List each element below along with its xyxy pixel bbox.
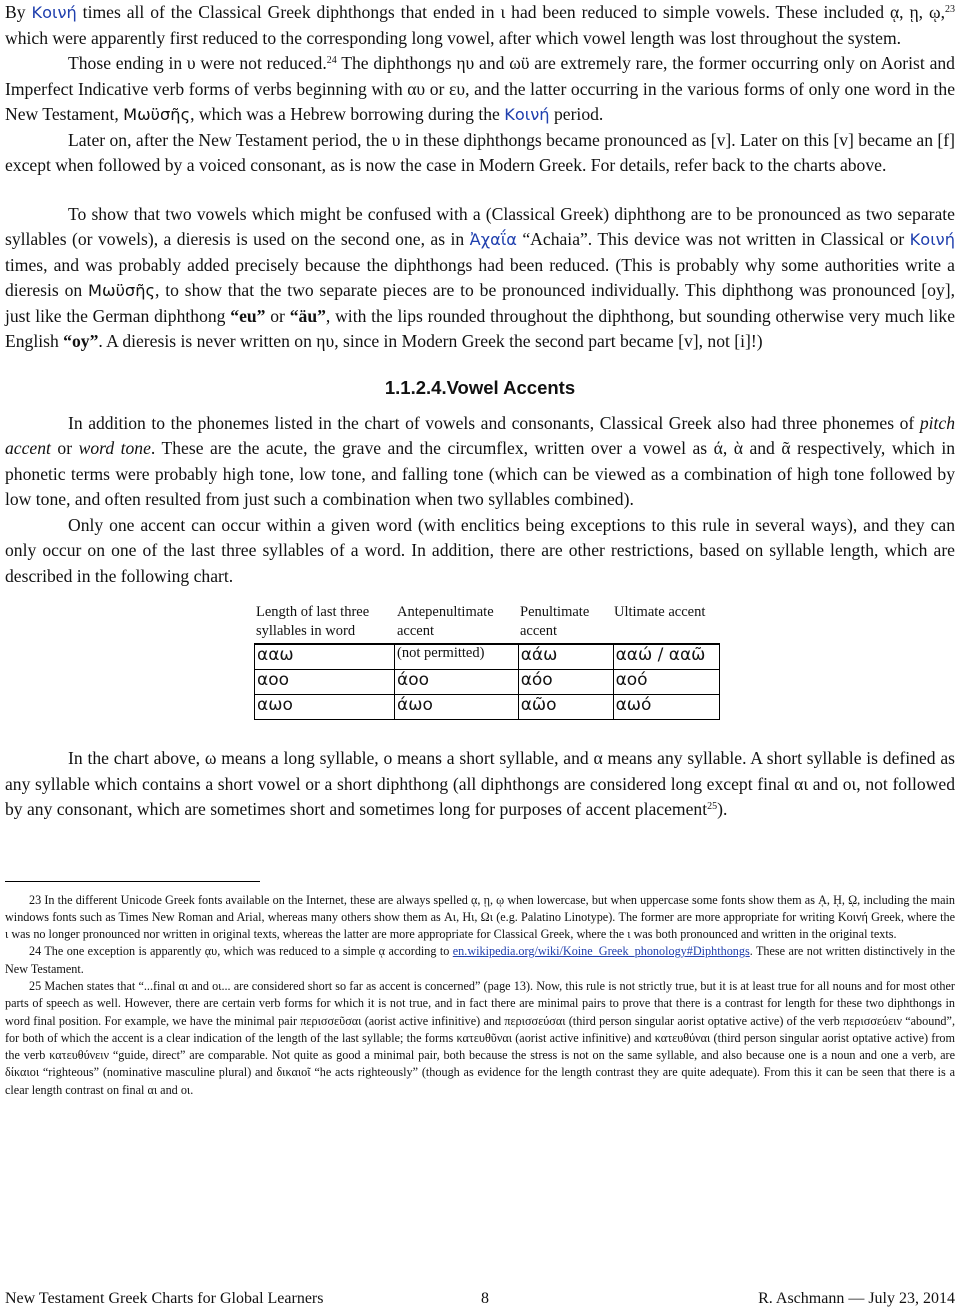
text: or bbox=[50, 438, 79, 458]
footer-author-date: R. Aschmann — July 23, 2014 bbox=[758, 1290, 955, 1307]
greek-word: Κοινή bbox=[909, 230, 955, 249]
table-cell: αάω bbox=[518, 645, 613, 670]
text: . These are not written distinctively in the New Testament. bbox=[5, 944, 955, 976]
table-row bbox=[255, 645, 720, 670]
paragraph-4 bbox=[5, 202, 955, 355]
table-cell: άωο bbox=[395, 695, 519, 720]
text: or bbox=[265, 305, 290, 326]
table-cell: (not permitted) bbox=[395, 645, 519, 670]
text: , to show that the two separate pieces are to be pronounced individually. This diphthong was pronounced [oy], just like the German diphthong bbox=[5, 280, 956, 326]
wikipedia-link[interactable]: en.wikipedia.org/wiki/Koine_Greek_phonology#Diphthongs bbox=[452, 944, 750, 959]
greek-word: Ἀχαΐα bbox=[469, 230, 517, 249]
text: In addition to the phonemes listed in the chart of vowels and consonants, Classical Greek also had three phonemes of bbox=[68, 412, 920, 433]
text: 24 The one exception is apparently ᾳυ, which was reduced to a simple ᾳ according to bbox=[29, 944, 453, 959]
text: which were apparently first reduced to the corresponding long vowel, after which vowel length was lost throughout the system. bbox=[5, 27, 902, 48]
greek-word: Μωϋσῆς bbox=[88, 281, 155, 300]
table-cell: ααω bbox=[255, 645, 395, 670]
paragraph-7 bbox=[5, 746, 955, 823]
table-cell: αωο bbox=[255, 695, 395, 720]
text: To show that two vowels which might be confused with a (Classical Greek) diphthong are to be pronounced as two separate syllables (or vowels), a dieresis is used on the second one, as in bbox=[5, 203, 955, 249]
bold-text: “eu” bbox=[230, 305, 266, 326]
table-cell: αοο bbox=[255, 670, 395, 695]
table-body bbox=[254, 644, 720, 720]
table-cell: αοό bbox=[613, 670, 719, 695]
text: By bbox=[5, 2, 32, 22]
table-cell: αόο bbox=[518, 670, 613, 695]
text: , with the lips rounded throughout the diphthong, but sounding otherwise very much like English bbox=[5, 305, 956, 351]
table-header-cell: Length of last three syllables in word bbox=[256, 604, 370, 639]
paragraph-6: Only one accent can occur within a given word (with enclitics being exceptions to this rule in several ways), and they can only occur on one of the last three syllables of a word. In addition, there are other restrictions, based on syllable length, which are described in the following chart. bbox=[5, 514, 955, 586]
text: . A dieresis is never written on ηυ, since in Modern Greek the second part became [v], not [i]!) bbox=[98, 331, 763, 351]
table-cell: αωό bbox=[613, 695, 719, 720]
footnote-ref-23[interactable]: 23 bbox=[944, 4, 955, 15]
greek-word: Μωϋσῆς bbox=[123, 105, 191, 124]
text: In the chart above, ω means a long syllable, ο means a short syllable, and α means any syllable. A short syllable is defined as any syllable which contains a short vowel or a short diphthong (all diphthongs are considered long except final αι and οι, not followed by any consonant, which are sometimes short and sometimes long for purposes of accent placement bbox=[5, 748, 955, 819]
table-row bbox=[255, 695, 720, 720]
table-cell: άοο bbox=[395, 670, 519, 695]
section-heading: 1.1.2.4.Vowel Accents bbox=[384, 376, 576, 398]
text: The diphthongs ηυ and ωϋ are extremely rare, the former occurring only on Aorist and Imperfect Indicative verb forms of verbs beginning with αυ or ευ, and the latter occurring in the various forms of only one word in the New Testament, bbox=[5, 53, 955, 124]
table-cell: ααώ / ααῶ bbox=[613, 645, 719, 670]
table-header-cell: Penultimate accent bbox=[520, 604, 590, 639]
greek-word: Κοινή bbox=[504, 105, 550, 124]
table-header-cell: Antepenultimate accent bbox=[397, 604, 494, 639]
text: times, and was probably added precisely because the diphthongs had been reduced. (This is probably why some authorities write a dieresis on bbox=[5, 254, 955, 300]
text: period. bbox=[549, 104, 604, 124]
footnote-25: 25 Machen states that “...final αι and οι... are considered short so far as accent is concerned” (page 13). Now, this rule is not strictly true, but it is at least true for all nouns and for most other parts of speech as well. However, there are certain verb forms for which it is not true, and in fact there are minimal pairs to prove that there is a contrast for length for these two diphthongs in word final position. For example, we have the minimal pair περισσεῦσαι (aorist active infinitive) and περισσεύσαι (third person singular aorist optative active) of the verb περισσεύειν “abound”, for both of which the accent is a clear indication of the length of the last syllable; the forms κατευθῦναι (aorist active infinitive) and κατευθύναι (third person singular aorist optative active) from the verb κατευθύνειν “guide, direct” are comparable. Not quite as good a minimal pair, both because the stress is not on the same syllable, and also because one is a noun and one a verb, are δίκαιοι “righteous” (nominative masculine plural) and δικαιοῖ “he acts righteously” (though as evidence for the length contrast they are quite adequate). From this it can be seen that there is a clear length contrast on final αι and οι. bbox=[5, 978, 955, 1097]
accent-table bbox=[254, 603, 720, 720]
text: ). bbox=[717, 799, 728, 819]
footer-title: New Testament Greek Charts for Global Learners bbox=[5, 1290, 324, 1307]
footnote-24 bbox=[5, 943, 955, 978]
footnote-separator bbox=[5, 881, 260, 882]
greek-word: Κοινή bbox=[31, 3, 77, 22]
bold-text: “äu” bbox=[289, 305, 326, 326]
table-header-cell: Ultimate accent bbox=[614, 604, 706, 620]
table-cell: αῶο bbox=[518, 695, 613, 720]
paragraph-1 bbox=[5, 0, 955, 51]
page-number: 8 bbox=[481, 1290, 489, 1307]
table-row bbox=[255, 670, 720, 695]
text: times all of the Classical Greek diphthongs that ended in ι had been reduced to simple vowels. These included ᾳ, ῃ, ῳ, bbox=[76, 2, 945, 22]
footnote-23: 23 In the different Unicode Greek fonts available on the Internet, these are always spelled ᾳ, ῃ, ῳ when lowercase, but when uppercase some fonts show them as ᾼ, ῌ, ῼ, including the main windows fonts such as Times New Roman and Arial, whereas many others show them as Αι, Ηι, Ωι (e.g. Palatino Linotype). The former are more appropriate for writing Κοινή Greek, where the ι was no longer pronounced nor written in original texts, whereas the latter are more appropriate for Classical Greek, where the ι was both pronounced and written in the original texts. bbox=[5, 892, 955, 942]
italic-text: word tone bbox=[78, 438, 151, 458]
paragraph-2 bbox=[5, 51, 955, 128]
italic-text: pitch accent bbox=[5, 412, 955, 458]
text: Those ending in υ were not reduced. bbox=[68, 53, 327, 73]
paragraph-3: Later on, after the New Testament period, the υ in these diphthongs became pronounced as [v]. Later on this [v] became an [f] except when followed by a voiced consonant, as is now the case in Modern Greek. For details, refer back to the charts above. bbox=[5, 129, 956, 175]
table-header bbox=[254, 603, 720, 644]
text: “Achaia”. This device was not written in Classical or bbox=[516, 229, 910, 249]
text: . These are the acute, the grave and the circumflex, written over a vowel as ά, ὰ and ᾶ respectively, which in phonetic terms were probably high tone, low tone, and falling tone (which can be viewed as a combination of high tone followed by low tone, and often resulted from just such a combination when two syllables combined). bbox=[5, 438, 956, 509]
footnote-ref-24[interactable]: 24 bbox=[326, 55, 337, 66]
document-page bbox=[5, 0, 955, 1099]
text: , which was a Hebrew borrowing during the bbox=[190, 104, 505, 124]
paragraph-5 bbox=[5, 411, 955, 513]
bold-text: “oy” bbox=[63, 331, 99, 351]
footnote-ref-25[interactable]: 25 bbox=[707, 801, 718, 812]
